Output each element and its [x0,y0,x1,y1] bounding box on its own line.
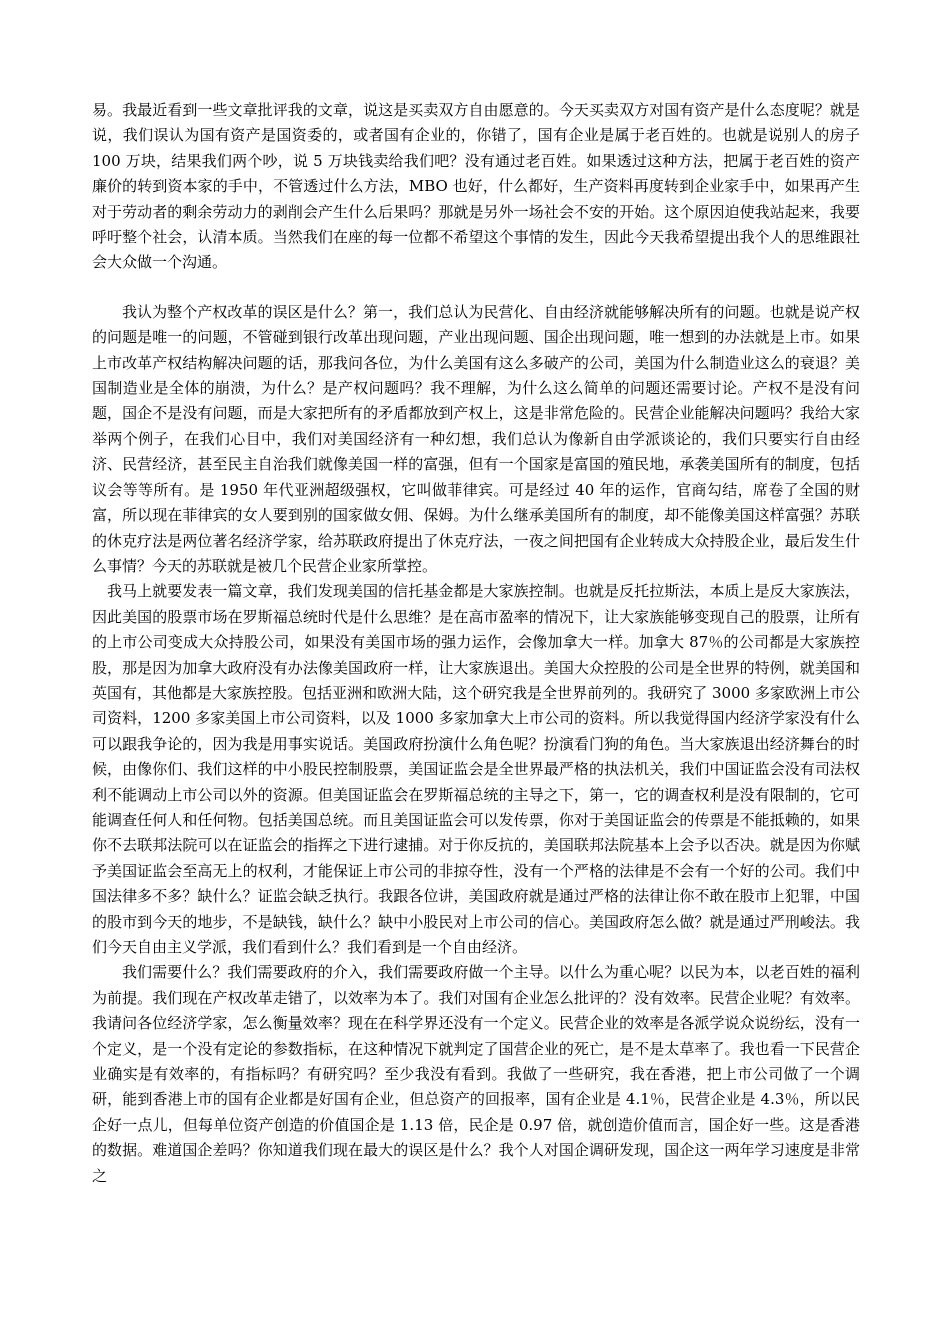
paragraph-1: 易。我最近看到一些文章批评我的文章，说这是买卖双方自由愿意的。今天买卖双方对国有资产是什么态度呢？就是说，我们误认为国有资产是国资委的，或者国有企业的，你错了，国有企业是属于老百姓的。也就是说别人的房子 100 万块，结果我们两个吵，说 5 万块钱卖给我们吧？没有通过老百姓。如果透过这种方法，把属于老百姓的资产廉价的转到资本家的手中，不管透过什么方法，MBO 也好，什么都好，生产资料再度转到企业家手中，如果再产生对于劳动者的剩余劳动力的剥削会产生什么后果吗？那就是另外一场社会不安的开始。这个原因迫使我站起来，我要呼吁整个社会，认清本质。当然我们在座的每一位都不希望这个事情的发生，因此今天我希望提出我个人的思维跟社会大众做一个沟通。 [92,101,860,272]
paragraph-2: 我认为整个产权改革的误区是什么？第一，我们总认为民营化、自由经济就能够解决所有的问题。也就是说产权的问题是唯一的问题，不管碰到银行改革出现问题，产业出现问题、国企出现问题，唯一想到的办法就是上市。如果上市改革产权结构解决问题的话，那我问各位，为什么美国有这么多破产的公司，美国为什么制造业这么的衰退？美国制造业是全体的崩溃，为什么？是产权问题吗？我不理解，为什么这么简单的问题还需要讨论。产权不是没有问题，国企不是没有问题，而是大家把所有的矛盾都放到产权上，这是非常危险的。民营企业能解决问题吗？我给大家举两个例子，在我们心目中，我们对美国经济有一种幻想，我们总认为像新自由学派谈论的，我们只要实行自由经济、民营经济，甚至民主自治我们就像美国一样的富强，但有一个国家是富国的殖民地，承袭美国所有的制度，包括议会等等所有。是 1950 年代亚洲超级强权，它叫做菲律宾。可是经过 40 年的运作，官商勾结，席卷了全国的财富，所以现在菲律宾的女人要到别的国家做女佣、保姆。为什么继承美国所有的制度，却不能像美国这样富强？苏联的休克疗法是两位著名经济学家，给苏联政府提出了休克疗法，一夜之间把国有企业转成大众持股企业，最后发生什么事情？今天的苏联就是被几个民营企业家所掌控。 [92,302,860,575]
document-page [92,98,860,1189]
paragraph-3: 我马上就要发表一篇文章，我们发现美国的信托基金都是大家族控制。也就是反托拉斯法，本质上是反大家族法，因此美国的股票市场在罗斯福总统时代是什么思维？是在高市盈率的情况下，让大家族能够变现自己的股票，让所有的上市公司变成大众持股公司，如果没有美国市场的强力运作，会像加拿大一样。加拿大 87％的公司都是大家族控股，那是因为加拿大政府没有办法像美国政府一样，让大家族退出。美国大众控股的公司是全世界的特例，就美国和英国有，其他都是大家族控股。包括亚洲和欧洲大陆，这个研究我是全世界前列的。我研究了 3000 多家欧洲上市公司资料，1200 多家美国上市公司资料，以及 1000 多家加拿大上市公司的资料。所以我觉得国内经济学家没有什么可以跟我争论的，因为我是用事实说话。美国政府扮演什么角色呢？扮演看门狗的角色。当大家族退出经济舞台的时候，由像你们、我们这样的中小股民控制股票，美国证监会是全世界最严格的执法机关，我们中国证监会没有司法权利不能调动上市公司以外的资源。但美国证监会在罗斯福总统的主导之下，第一，它的调查权利是没有限制的，它可能调查任何人和任何物。包括美国总统。而且美国证监会可以发传票，你对于美国证监会的传票是不能抵赖的，如果你不去联邦法院可以在证监会的指挥之下进行逮捕。对于你反抗的，美国联邦法院基本上会予以否决。就是因为你赋予美国证监会至高无上的权利，才能保证上市公司的非掠夺性，没有一个严格的法律是不会有一个好的公司。我们中国法律多不多？缺什么？证监会缺乏执行。我跟各位讲，美国政府就是通过严格的法律让你不敢在股市上犯罪，中国的股市到今天的地步，不是缺钱，缺什么？缺中小股民对上市公司的信心。美国政府怎么做？就是通过严刑峻法。我们今天自由主义学派，我们看到什么？我们看到是一个自由经济。 [92,582,860,956]
paragraph-4: 我们需要什么？我们需要政府的介入，我们需要政府做一个主导。以什么为重心呢？以民为本，以老百姓的福利为前提。我们现在产权改革走错了，以效率为本了。我们对国有企业怎么批评的？没有效率。民营企业呢？有效率。我请问各位经济学家，怎么衡量效率？现在在科学界还没有一个定义。民营企业的效率是各派学说众说纷纭，没有一个定义，是一个没有定论的参数指标，在这种情况下就判定了国营企业的死亡，是不是太草率了。我也看一下民营企业确实是有效率的，有指标吗？有研究吗？至少我没有看到。我做了一些研究，我在香港，把上市公司做了一个调研，能到香港上市的国有企业都是好国有企业，但总资产的回报率，国有企业是 4.1％，民营企业是 4.3％，所以民企好一点儿，但每单位资产创造的价值国企是 1.13 倍，民企是 0.97 倍，就创造价值而言，国企好一些。这是香港的数据。难道国企差吗？你知道我们现在最大的误区是什么？我个人对国企调研发现，国企这一两年学习速度是非常之 [92,963,860,1185]
